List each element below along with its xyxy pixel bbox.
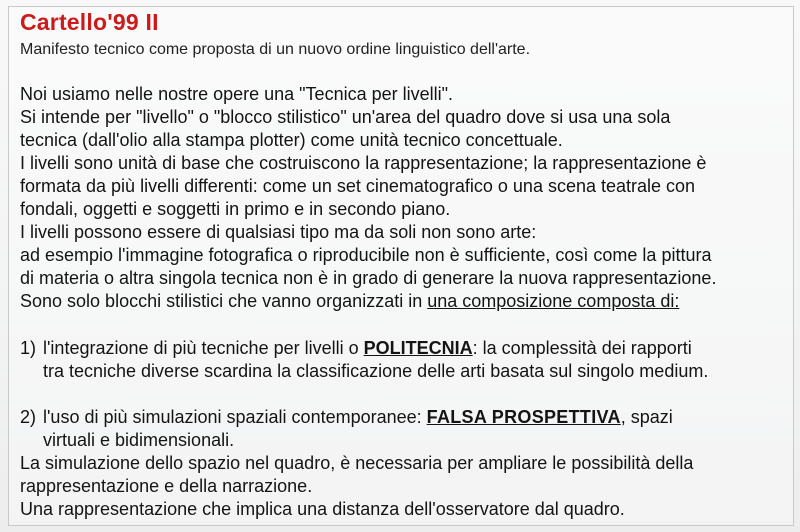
paragraph-line: ad esempio l'immagine fotografica o riproducibile non è sufficiente, così come la pittura xyxy=(20,245,712,265)
keyword-politecnia: POLITECNIA xyxy=(363,338,473,358)
item-2-line-2: virtuali e bidimensionali. xyxy=(43,430,235,450)
paragraph-line: fondali, oggetti e soggetti in primo e in secondo piano. xyxy=(20,199,451,219)
item-2-after: , spazi xyxy=(620,407,673,427)
item-2-before: l'uso di più simulazioni spaziali contemporanee: xyxy=(43,407,427,427)
keyword-falsa-prospettiva: FALSA PROSPETTIVA xyxy=(426,407,621,427)
document-title: Cartello'99 II xyxy=(20,9,159,35)
intro-line: Noi usiamo nelle nostre opere una "Tecnica per livelli". xyxy=(20,84,454,104)
composition-underlined: una composizione composta di: xyxy=(427,291,680,311)
paragraph-line: I livelli possono essere di qualsiasi tipo ma da soli non sono arte: xyxy=(20,222,537,242)
document-subtitle: Manifesto tecnico come proposta di un nuovo ordine linguistico dell'arte. xyxy=(20,41,531,58)
item-2-line xyxy=(43,406,673,428)
item-1-after: : la complessità dei rapporti xyxy=(472,338,692,358)
paragraph-line: di materia o altra singola tecnica non è in grado di generare la nuova rappresentazione. xyxy=(20,268,717,288)
closing-line: Una rappresentazione che implica una distanza dell'osservatore dal quadro. xyxy=(20,499,625,519)
item-1-before: l'integrazione di più tecniche per livelli o xyxy=(43,338,364,358)
composition-line xyxy=(20,290,679,312)
paragraph-line: tecnica (dall'olio alla stampa plotter) come unità tecnico concettuale. xyxy=(20,130,563,150)
item-1-number: 1) xyxy=(20,338,37,358)
closing-line: La simulazione dello spazio nel quadro, è necessaria per ampliare le possibilità della xyxy=(20,453,694,473)
paragraph-line: formata da più livelli differenti: come un set cinematografico o una scena teatrale con xyxy=(20,176,696,196)
item-1-line xyxy=(43,337,692,359)
item-2-number: 2) xyxy=(20,407,37,427)
paragraph-line: Si intende per "livello" o "blocco stilistico" un'area del quadro dove si usa una sola xyxy=(20,107,671,127)
paragraph-line: I livelli sono unità di base che costruiscono la rappresentazione; la rappresentazione è xyxy=(20,153,707,173)
item-1-line-2: tra tecniche diverse scardina la classificazione delle arti basata sul singolo medium. xyxy=(43,361,709,381)
closing-line: rappresentazione e della narrazione. xyxy=(20,476,313,496)
composition-lead: Sono solo blocchi stilistici che vanno organizzati in xyxy=(20,291,428,311)
